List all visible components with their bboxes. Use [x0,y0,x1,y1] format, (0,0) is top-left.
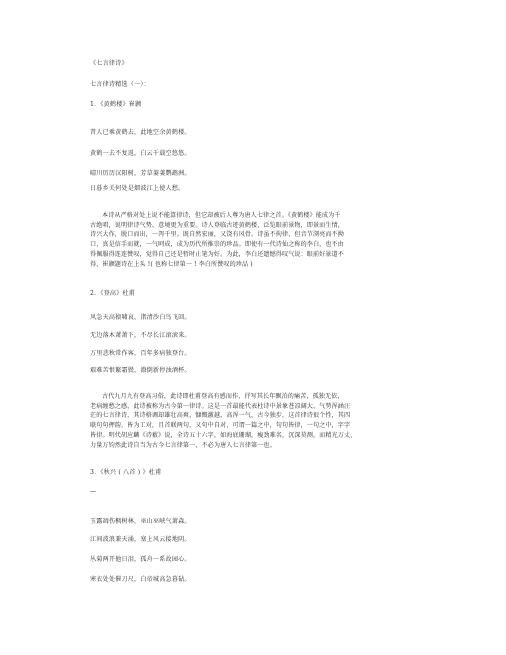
poem-3-line-4: 寒衣处处催刀尺，白帝城高急暮砧。 [90,576,191,583]
commentary-1-line: 古绝唱，说明律诗气势、意境更为重要。诗人登临古迹黄鹤楼，泛览眼前景物，即景而生情， [90,221,344,229]
poem-3-line-1: 玉露凋伤枫树林，巫山巫峡气萧森。 [90,518,191,525]
poem-2-line-2: 无边落木萧萧下，不尽长江滚滚来。 [90,332,191,339]
poem-2-line-1: 风急天高猿啸哀，渚清沙白鸟飞回。 [90,314,191,321]
intro-line: 七言律诗精选（一）： [90,81,150,88]
commentary-2-line: 古代九月九有登高习俗，此诗即杜甫登高有感而作，抒写其长年飘泊的痛苦，孤独无依， [102,393,344,400]
section-2-heading: 2．《登高》杜甫 [90,290,136,297]
poem-1-line-4: 日暮乡关何处是烟波江上使人愁。 [90,185,185,192]
poem-1-line-2: 黄鹤一去不复返，白云千载空悠悠。 [90,150,191,157]
document-title: 《七言律诗》 [90,60,128,67]
poem-1-line-1: 昔人已乘黄鹤去，此地空余黄鹤楼。 [90,129,191,136]
commentary-1-line: 口，真是信手而就，一气呵成，成为历代所推崇的珍品。即使有一代诗仙之称的李白，也不由 [90,241,344,249]
commentary-1 [90,211,412,269]
section-3-heading: 3．《秋兴 ( 八首 ) 》杜甫 [90,469,162,476]
commentary-2-line: 联句句押韵，皆为工对，且首联两句，又句中自对，可谓一篇之中，句句皆律，一句之中，字字 [90,422,351,430]
poem-2-line-4: 艰难苦恨繁霜鬓，潦倒新停浊酒杯。 [90,367,191,374]
commentary-1-line: 得，崔颢题诗在上头 !( 也称七律第一 ! 李白所赞叹的珍品 ) [90,260,253,268]
commentary-2 [90,392,412,450]
commentary-2-line: 老病缠愁之感，此诗被称为古今第一律诗。这是一首最能代表杜诗中景象苍凉阔大、气势浑涵汪 [90,402,351,410]
poem-1-line-3: 晴川历历汉阳树，芳草萋萋鹦鹉洲。 [90,170,191,177]
section-1-heading: 1．《黄鹤楼》崔颢 [90,101,142,108]
commentary-2-line: 皆律。明代胡应麟《诗薮》说，全诗五十六字，如海底珊瑚，瘦劲难名，沉深莫测，而精光万丈， [90,431,357,439]
commentary-1-line: 本诗从严格对处上说不能算律诗，但它却被后人尊为唐人七律之首。《黄鹤楼》能成为千 [102,212,341,219]
poem-2-line-3: 万里悲秋常作客，百年多病独登台。 [90,350,191,357]
commentary-1-line: 得佩服得连连赞叹，觉得自己还是暂时止笔为好。为此，李白还遗憾得叹气说：眼前好景道不 [90,250,344,258]
commentary-2-line: 力量万钧然此诗自当为古今七言律第一，不必为唐人七言律第一也。 [90,441,276,449]
section-3-dash: — [90,488,97,495]
commentary-2-line: 茫的七言律诗，其诗格调却雄壮高爽，慷慨激越，高浑一气，古今独步，这首律诗很个性，其四 [90,412,351,420]
commentary-1-line: 诗兴大作，脱口而出，一泻千里。既自然宏丽，又饶有风骨。诗虽不拘律，但音节浏亮而不拗 [90,231,344,239]
poem-3-line-3: 丛菊两开他日泪，孤舟一系故园心。 [90,556,191,563]
poem-3-line-2: 江间波浪兼天涌，塞上风云接地阴。 [90,536,191,543]
